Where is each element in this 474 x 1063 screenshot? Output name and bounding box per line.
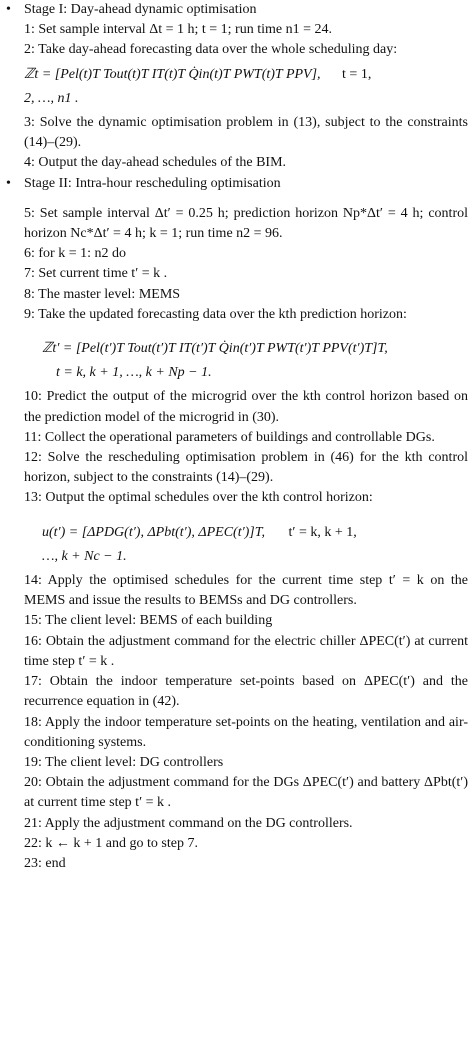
equation-3-condition: t′ = k, k + 1,: [288, 524, 357, 540]
step-7: 7: Set current time t′ = k .: [24, 266, 168, 282]
equation-updated-forecast: ℤt′ = [Pel(t′)T Tout(t′)T IT(t′)T Q̇in(t′)T PWT(t′)T PPV(t′)T]T,: [42, 341, 388, 357]
equation-3-spacer: [14, 509, 468, 519]
stage-2-heading: [6, 174, 468, 194]
step-12: 12: Solve the rescheduling optimisation problem in (46) for the kth control horizon, subject to the constraints (14)–(29).: [24, 450, 468, 486]
step-9: 9: Take the updated forecasting data over the kth prediction horizon:: [24, 306, 407, 322]
equation-1-lhs: ℤt = [Pel(t)T Tout(t)T IT(t)T Q̇in(t)T PWT(t)T PPV],: [24, 66, 321, 82]
stage-2-title: Stage II: Intra-hour rescheduling optimisation: [24, 175, 281, 191]
step-11: 11: Collect the operational parameters of buildings and controllable DGs.: [24, 429, 435, 445]
stage-1-bullet: •: [6, 2, 11, 17]
stage-1-heading: [6, 0, 468, 20]
step-10: 10: Predict the output of the microgrid over the kth control horizon based on the prediction model of the microgrid in (30).: [24, 389, 468, 425]
stage-2-spacer: [14, 194, 468, 204]
step-21: 21: Apply the adjustment command on the DG controllers.: [24, 815, 353, 831]
step-17: 17: Obtain the indoor temperature set-points based on ΔPEC(t′) and the recurrence equation in (42).: [24, 674, 468, 710]
equation-control-vector: [24, 523, 468, 543]
stage-2-bullet: •: [6, 175, 11, 191]
step-3: 3: Solve the dynamic optimisation problem in (13), subject to the constraints (14)–(29).: [24, 115, 468, 151]
step-4: 4: Output the day-ahead schedules of the BIM.: [24, 155, 287, 171]
equation-1-continuation: 2, …, n1 .: [24, 90, 79, 106]
step-18: 18: Apply the indoor temperature set-points on the heating, ventilation and air-conditioning systems.: [24, 714, 468, 750]
step-16: 16: Obtain the adjustment command for the electric chiller ΔPEC(t′) at current time step t′ = k .: [24, 633, 468, 669]
equation-3-lhs: u(t′) = [ΔPDG(t′), ΔPbt(t′), ΔPEC(t′)]T,: [42, 524, 266, 540]
step-15: 15: The client level: BEMS of each building: [24, 613, 273, 629]
equation-2-continuation: t = k, k + 1, …, k + Np − 1.: [56, 365, 212, 381]
step-2: 2: Take day-ahead forecasting data over the whole scheduling day:: [24, 42, 398, 58]
equation-day-ahead-forecast: [24, 65, 468, 85]
equation-1-condition: t = 1,: [342, 66, 372, 82]
step-13: 13: Output the optimal schedules over the kth control horizon:: [24, 490, 373, 506]
step-22: 22: k ← k + 1 and go to step 7.: [24, 835, 198, 851]
step-14: 14: Apply the optimised schedules for the current time step t′ = k on the MEMS and issue the results to BEMSs and DG controllers.: [24, 573, 468, 609]
stage-1-title: Stage I: Day-ahead dynamic optimisation: [24, 2, 257, 17]
step-5: 5: Set sample interval Δt′ = 0.25 h; prediction horizon Np*Δt′ = 4 h; control horizon Nc*Δt′ = 4 h; k = 1; run time n2 = 96.: [24, 205, 468, 242]
step-1: 1: Set sample interval Δt = 1 h; t = 1; run time n1 = 24.: [24, 22, 332, 38]
equation-3-continuation: …, k + Nc − 1.: [42, 548, 127, 564]
step-8: 8: The master level: MEMS: [24, 286, 181, 302]
step-20: 20: Obtain the adjustment command for the DGs ΔPEC(t′) and battery ΔPbt(t′) at current time step t′ = k .: [24, 775, 468, 811]
step-23: 23: end: [24, 855, 66, 871]
step-6: 6: for k = 1: n2 do: [24, 246, 126, 262]
equation-2-spacer: [14, 325, 468, 335]
step-19: 19: The client level: DG controllers: [24, 754, 224, 770]
